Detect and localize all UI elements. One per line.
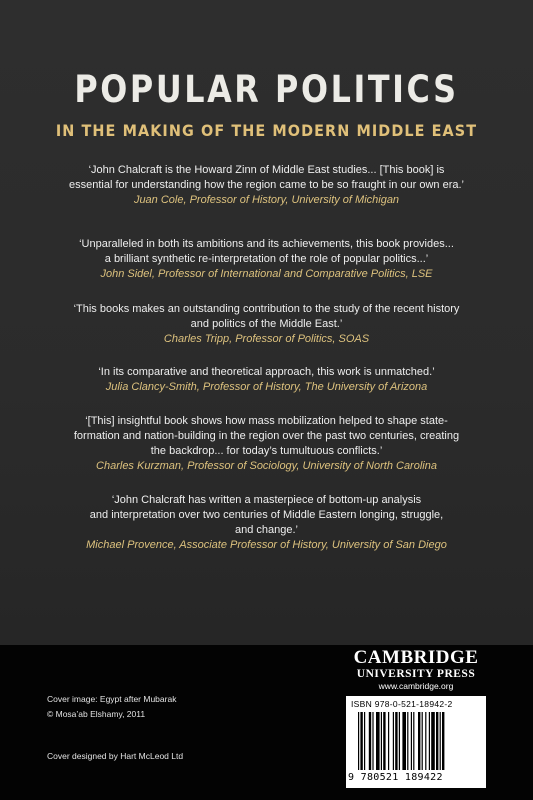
blurb-author: John Sidel, Professor of International and Comparative Politics, LSE xyxy=(100,268,433,280)
barcode-bar xyxy=(431,712,435,770)
blurb-text: ‘John Chalcraft has written a masterpiece of bottom-up analysis xyxy=(111,494,422,506)
barcode-bar xyxy=(369,712,371,770)
barcode-bar xyxy=(442,712,444,770)
barcode-bar xyxy=(429,712,430,770)
barcode-bar xyxy=(395,712,397,770)
publisher-website: www.cambridge.org xyxy=(378,681,454,691)
barcode-bar xyxy=(393,712,394,770)
blurb-author: Juan Cole, Professor of History, University of Michigan xyxy=(133,194,400,206)
barcode-bar xyxy=(436,712,438,770)
barcode-bar xyxy=(402,712,406,770)
publisher-band xyxy=(0,645,533,800)
barcode-bar xyxy=(376,712,380,770)
blurb-text: the backdrop... for today’s tumultuous conflicts.’ xyxy=(150,445,383,457)
blurb-text: ‘This books makes an outstanding contribution to the study of the recent history xyxy=(73,303,460,315)
blurb-text: essential for understanding how the region came to be so fraught in our own era.’ xyxy=(68,179,465,191)
blurb-text: and interpretation over two centuries of Middle Eastern longing, struggle, xyxy=(89,509,444,521)
blurb-author: Charles Kurzman, Professor of Sociology, University of North Carolina xyxy=(96,460,437,472)
blurb xyxy=(30,163,503,208)
barcode xyxy=(346,696,486,788)
barcode-bar xyxy=(411,712,412,770)
barcode-bar xyxy=(383,712,385,770)
blurb-text: and change.’ xyxy=(235,524,298,536)
blurb-author: Michael Provence, Associate Professor of History, University of San Diego xyxy=(86,539,447,551)
isbn-label: ISBN 978-0-521-18942-2 xyxy=(351,699,453,709)
blurb-text: ‘Unparalleled in both its ambitions and its achievements, this book provides... xyxy=(79,238,454,250)
barcode-bar xyxy=(418,712,420,770)
blurb xyxy=(30,365,503,395)
publisher-logo xyxy=(346,648,486,692)
blurb xyxy=(30,237,503,282)
designer-credit: Cover designed by Hart McLeod Ltd xyxy=(47,751,184,761)
blurb-author: Julia Clancy-Smith, Professor of History, The University of Arizona xyxy=(105,381,428,393)
barcode-bar xyxy=(364,712,365,770)
blurb xyxy=(30,302,503,347)
barcode-bar xyxy=(425,712,426,770)
barcode-digits: 9 780521 189422 xyxy=(348,772,443,783)
blurb-text: formation and nation-building in the region over the past two centuries, creating xyxy=(73,430,460,442)
barcode-bar xyxy=(422,712,423,770)
barcode-bar xyxy=(358,712,359,770)
barcode-bar xyxy=(381,712,382,770)
barcode-bar xyxy=(388,712,389,770)
blurb-text: a brilliant synthetic re-interpretation of the role of popular politics...’ xyxy=(104,253,429,265)
barcode-bar xyxy=(440,712,441,770)
barcode-bar xyxy=(413,712,414,770)
publisher-name-line1: CAMBRIDGE xyxy=(353,647,479,668)
book-title: POPULAR POLITICS xyxy=(74,68,459,111)
blurb-text: and politics of the Middle East.’ xyxy=(190,318,343,330)
blurb-text: ‘In its comparative and theoretical approach, this work is unmatched.’ xyxy=(98,366,435,378)
blurb-text: ‘John Chalcraft is the Howard Zinn of Middle East studies... [This book] is xyxy=(88,164,445,176)
photo-copyright: © Mosa’ab Elshamy, 2011 xyxy=(47,709,146,719)
book-subtitle: IN THE MAKING OF THE MODERN MIDDLE EAST xyxy=(55,121,478,140)
barcode-bar xyxy=(372,712,373,770)
barcode-icon xyxy=(358,712,478,772)
cover-image-credit: Cover image: Egypt after Mubarak xyxy=(47,694,177,704)
blurb xyxy=(30,414,503,474)
blurb-author: Charles Tripp, Professor of Politics, SOAS xyxy=(163,333,370,345)
barcode-bar xyxy=(399,712,400,770)
publisher-name-line2: UNIVERSITY PRESS xyxy=(356,668,476,680)
blurb xyxy=(30,493,503,553)
barcode-bar xyxy=(407,712,408,770)
barcode-bar xyxy=(360,712,362,770)
blurb-text: ‘[This] insightful book shows how mass mobilization helped to shape state- xyxy=(85,415,448,427)
